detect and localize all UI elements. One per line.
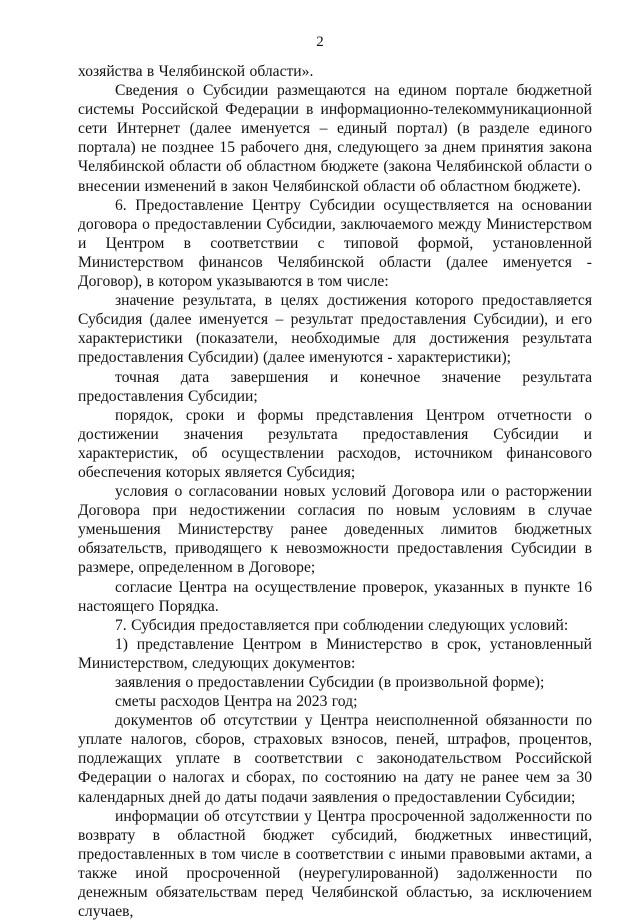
paragraph-9: 7. Субсидия предоставляется при соблюдении следующих условий: [115,616,569,634]
page-number: 2 [316,34,324,50]
paragraph-13: документов об отсутствии у Центра неисполненной обязанности по уплате налогов, сборов, страховых взносов, пеней, штрафов, процентов, подлежащих уплате в соответствии с законодательством Российской Федерации о налогах и сборах, по состоянию на дату не ранее чем за 30 календарных дней до даты подачи заявления о предоставлении Субсидии; [78,712,592,806]
paragraph-14: информации об отсутствии у Центра просроченной задолженности по возврату в областной бюджет субсидий, бюджетных инвестиций, предоставленных в том числе в соответствии с иными правовыми актами, а также иной просроченной (неурегулированной) задолженности по денежным обязательствам перед Челябинской областью, за исключением случаев, [78,807,592,921]
paragraph-11: заявления о предоставлении Субсидии (в произвольной форме); [115,674,545,691]
paragraph-12: сметы расходов Центра на 2023 год; [115,693,358,711]
document-body [78,62,592,921]
paragraph-4: значение результата, в целях достижения которого предоставляется Субсидия (далее именуется – результат предоставления Субсидии), и его характеристики (показатели, необходимые для достижения результата предоставления Субсидии) (далее именуются - характеристики); [78,292,592,367]
paragraph-5: точная дата завершения и конечное значение результата предоставления Субсидии; [78,368,592,405]
paragraph-6: порядок, сроки и формы представления Центром отчетности о достижении значения результата предоставления Субсидии и характеристик, об осуществлении расходов, источником финансового обеспечения которых является Субсидия; [78,406,592,481]
paragraph-2: Сведения о Субсидии размещаются на едином портале бюджетной системы Российской Федерации в информационно-телекоммуникационной сети Интернет (далее именуется – единый портал) (в разделе единого портала) не позднее 15 рабочего дня, следующего за днем принятия закона Челябинской области об областном бюджете (закона Челябинской области о внесении изменений в закон Челябинской области об областном бюджете). [78,82,592,195]
paragraph-10: 1) представление Центром в Министерство в срок, установленный Министерством, следующих документов: [78,635,592,672]
paragraph-1: хозяйства в Челябинской области». [78,63,314,80]
paragraph-3: 6. Предоставление Центру Субсидии осуществляется на основании договора о предоставлении Субсидии, заключаемого между Министерством и Центром в соответствии с типовой формой, установленной Министерством финансов Челябинской области (далее именуется - Договор), в котором указываются в том числе: [78,196,592,291]
paragraph-8: согласие Центра на осуществление проверок, указанных в пункте 16 настоящего Порядка. [78,578,592,615]
paragraph-7: условия о согласовании новых условий Договора или о расторжении Договора при недостижении согласия по новым условиям в случае уменьшения Министерству ранее доведенных лимитов бюджетных обязательств, приводящего к невозможности предоставления Субсидии в размере, определенном в Договоре; [78,483,592,577]
